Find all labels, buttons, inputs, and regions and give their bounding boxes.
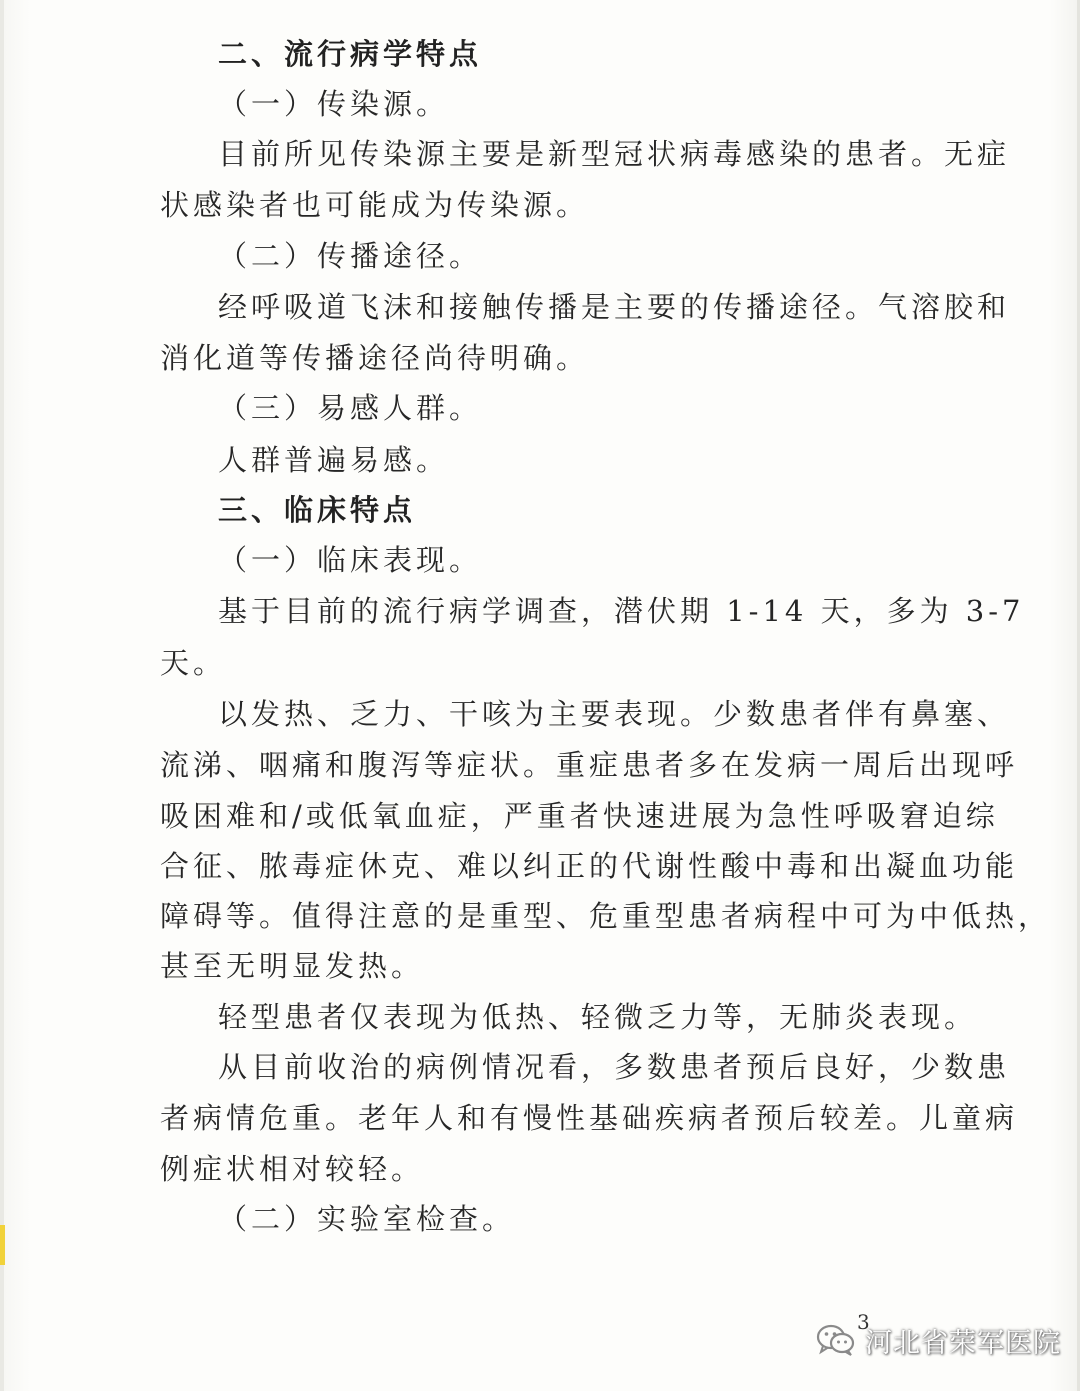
paragraph-line: 合征、脓毒症休克、难以纠正的代谢性酸中毒和出凝血功能 (160, 849, 1019, 883)
paragraph-line: 天。 (160, 646, 227, 680)
paragraph-line: 甚至无明显发热。 (160, 949, 425, 983)
section-heading-epidemiology: 二、流行病学特点 (218, 37, 483, 71)
subheading-lab-tests: （二）实验室检查。 (218, 1202, 516, 1236)
yellow-edge-mark (0, 1225, 5, 1265)
paragraph-line: 者病情危重。老年人和有慢性基础疾病者预后较差。儿童病 (160, 1101, 1019, 1135)
subheading-susceptible-population: （三）易感人群。 (218, 391, 483, 425)
wechat-icon (815, 1322, 857, 1358)
paragraph-line: 例症状相对较轻。 (160, 1152, 425, 1186)
subheading-clinical-manifestation: （一）临床表现。 (218, 543, 483, 577)
page-edge-left (0, 0, 4, 1391)
paragraph-line: 以发热、乏力、干咳为主要表现。少数患者伴有鼻塞、 (218, 697, 1011, 731)
paragraph-line: 状感染者也可能成为传染源。 (160, 188, 590, 222)
paragraph-line: 流涕、咽痛和腹泻等症状。重症患者多在发病一周后出现呼 (160, 748, 1019, 782)
paragraph-line: 经呼吸道飞沫和接触传播是主要的传播途径。气溶胶和 (218, 290, 1011, 324)
subheading-transmission-route: （二）传播途径。 (218, 239, 483, 273)
paragraph-line: 人群普遍易感。 (218, 443, 450, 477)
page-number: 3 (857, 1310, 870, 1334)
paragraph-line: 吸困难和/或低氧血症，严重者快速进展为急性呼吸窘迫综 (160, 799, 999, 833)
paragraph-line: 基于目前的流行病学调查，潜伏期 1-14 天，多为 3-7 (218, 594, 1025, 628)
paragraph-line: 目前所见传染源主要是新型冠状病毒感染的患者。无症 (218, 137, 1011, 171)
section-heading-clinical: 三、临床特点 (218, 493, 417, 527)
paragraph-line: 从目前收治的病例情况看，多数患者预后良好，少数患 (218, 1050, 1011, 1084)
paragraph-line: 消化道等传播途径尚待明确。 (160, 341, 590, 375)
watermark (815, 1318, 1061, 1362)
watermark-text: 河北省荣军医院 (865, 1327, 1061, 1359)
paragraph-line: 轻型患者仅表现为低热、轻微乏力等，无肺炎表现。 (218, 1000, 978, 1034)
paragraph-line: 障碍等。值得注意的是重型、危重型患者病程中可为中低热， (160, 899, 1052, 933)
subheading-infection-source: （一）传染源。 (218, 87, 450, 121)
